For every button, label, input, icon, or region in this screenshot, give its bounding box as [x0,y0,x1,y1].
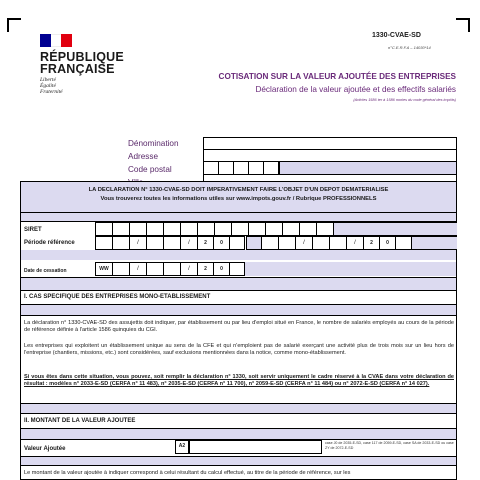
spacer-band-5 [21,404,456,413]
form-subtitle: Déclaration de la valeur ajoutée et des effectifs salariés [255,85,456,94]
slash-4: / [347,237,364,249]
francaise-line: FRANÇAISE [40,62,115,76]
slash-1: / [130,237,147,249]
section-2-p1: Le montant de la valeur ajoutée à indiquer correspond à celui résultant du calcul effectué, au titre de la période de référence, sur les [24,470,351,476]
va-label: Valeur Ajoutée [24,446,66,452]
marianne-flag-logo [40,34,72,47]
section-1-p3: Si vous êtes dans cette situation, vous pouvez, soit remplir la déclaration n° 1330, soit servir uniquement le cadre réservé à la CVAE dans votre déclaration de résultat : modèles n° 2033-E-SD (CERFA n° 11 483), n° 2035-E-SD (CERFA n° 11 700), n° 2059-E-SD (CERFA n° 11 484) ou n° 2072-E-SD (CERFA n° 14 027). [24,374,454,387]
spacer-band-6 [21,429,456,439]
republique-line: RÉPUBLIQUE [40,50,124,64]
year-2b: 2 [364,237,380,249]
section-1-title: I. CAS SPECIFIQUE DES ENTREPRISES MONO-ETABLISSEMENT [24,294,211,300]
year-2: 2 [198,237,214,249]
year-0: 0 [214,237,230,249]
cessation-label: Date de cessation [24,268,67,274]
form-title: COTISATION SUR LA VALEUR AJOUTÉE DES ENTREPRISES [218,72,456,81]
slash-5: / [130,263,147,275]
section-1-p1: La déclaration n° 1330-CVAE-SD des assujettis doit indiquer, par établissement ou par lieu d'emploi situé en France, le nombre de salariés employés au cours de la période de référence définie à l'article 1586 quinquies du CGI. [24,320,454,333]
adresse-label: Adresse [128,152,159,161]
cessation-field[interactable] [95,262,245,276]
va-code: A2 [175,440,189,454]
periode-end-field[interactable] [246,236,456,250]
section-2-title: II. MONTANT DE LA VALEUR AJOUTEE [24,418,136,424]
notice-line-2: Vous trouverez toutes les informations utiles sur www.impots.gouv.fr / Rubrique PROFESSIONNELS [100,196,377,202]
periode-start-field[interactable] [95,236,245,250]
spacer-band-4 [21,305,456,315]
devise-egalite: Égalité [40,83,56,89]
slash-6: / [181,263,198,275]
notice-text [21,186,456,204]
code-postal-field[interactable] [203,161,279,175]
form-number: 1330-CVAE-SD [372,32,421,39]
devise-fraternite: Fraternité [40,89,63,95]
corner-mark-top-right [456,18,470,32]
ww-code: WW [96,263,113,275]
form-articles: (Articles 1586 ter à 1586 nonies du code général des impôts) [353,98,456,102]
section-1-p2: Les entreprises qui exploitent un établissement unique au sens de la CFE et qui n'emploient pas de salarié exerçant une activité plus de trois mois sur un lieu hors de l'entreprise (chantiers, missions, etc.) sont considérées, sauf exclusions mentionnées dans la notice, comme mono-établissement. [24,343,454,356]
notice-line-1: LA DECLARATION N° 1330-CVAE-SD DOIT IMPERATIVEMENT FAIRE L'OBJET D'UN DEPOT DEMATERIALISE [88,187,389,193]
va-note: case J0 de 2035-E-SD, case 117 de 2059-E-SD, case SA de 2033-E-SD ou case ZY de 2072-E-SD [325,441,454,450]
year-2c: 2 [198,263,214,275]
code-postal-label: Code postal [128,165,172,174]
va-amount-field[interactable] [189,440,322,454]
spacer-band-3 [21,278,456,290]
slash-3: / [296,237,313,249]
cerfa-number: n°C.E.R.F.A – 14030*14 [388,45,431,50]
year-0c: 0 [214,263,230,275]
siret-label: SIRET [24,227,42,233]
denomination-label: Dénomination [128,139,179,148]
siret-field[interactable] [95,222,456,236]
code-postal-shade [279,161,457,175]
spacer-band-2 [21,250,456,260]
spacer-band [21,213,456,221]
cessation-shade [245,262,456,276]
devise-liberte: Liberté [40,77,56,83]
corner-mark-top-left [7,18,21,32]
spacer-band-7 [21,457,456,465]
periode-label: Période référence [24,240,75,246]
year-0b: 0 [380,237,396,249]
slash-2: / [181,237,198,249]
